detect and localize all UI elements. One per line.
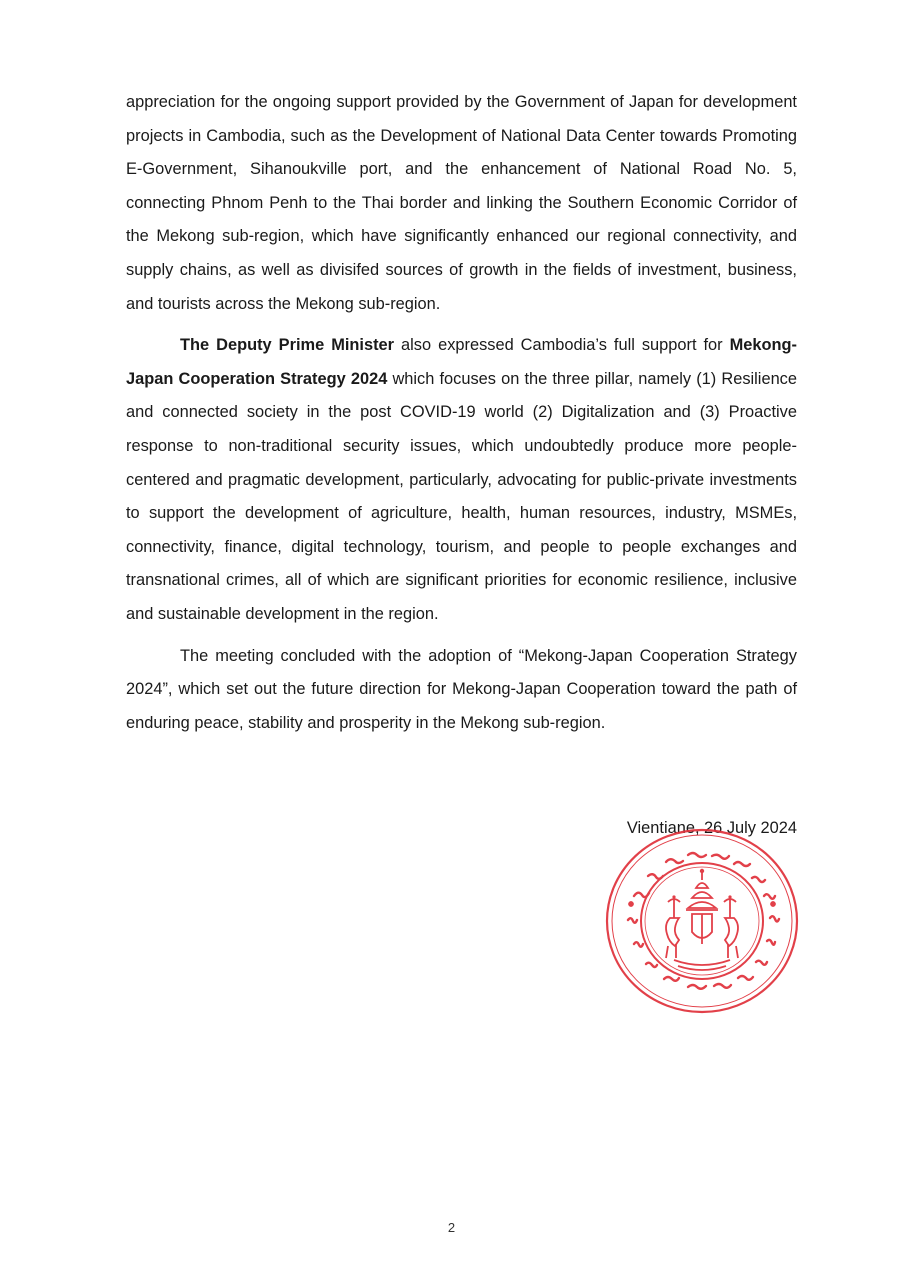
- paragraph-strategy-support: [126, 329, 797, 631]
- place-date: Vientiane, 26 July 2024: [626, 819, 797, 837]
- page-number-value: 2: [447, 1220, 456, 1235]
- strategy-title: Mekong-Japan Cooperation Strategy 2024: [126, 336, 798, 388]
- paragraph-2-text-a: also expressed Cambodia’s full support for: [394, 336, 730, 355]
- paragraph-3-text: The meeting concluded with the adoption of “Mekong-Japan Cooperation Strategy 2024”, which set out the future direction for Mekong-Japan Cooperation toward the path of enduring peace, stability and prosperity in the Mekong sub-region.: [126, 646, 797, 732]
- paragraph-1-text: appreciation for the ongoing support provided by the Government of Japan for development projects in Cambodia, such as the Development of National Data Center towards Promoting E-Government, Sihanoukville port, and the enhancement of National Road No. 5, connecting Phnom Penh to the Thai border and linking the Southern Economic Corridor of the Mekong sub-region, which have significantly enhanced our regional connectivity, and supply chains, as well as divisifed sources of growth in the fields of investment, business, and tourists across the Mekong sub-region.: [126, 93, 797, 313]
- paragraph-support-projects: [126, 86, 797, 321]
- paragraph-meeting-conclusion: [126, 640, 797, 741]
- deputy-prime-minister-label: The Deputy Prime Minister: [180, 336, 395, 355]
- document-body: [126, 86, 797, 740]
- page-number: [0, 1220, 903, 1235]
- paragraph-2-text-b: which focuses on the three pillar, namely (1) Resilience and connected society in the post COVID-19 world (2) Digitalization and (3) Proactive response to non-traditional security issues, which undoubtedly produce more people-centered and pragmatic development, particularly, advocating for public-private investments to support the development of agriculture, health, human resources, industry, MSMEs, connectivity, finance, digital technology, tourism, and people to people exchanges and transnational crimes, all of which are significant priorities for economic resilience, inclusive and sustainable development in the region.: [126, 369, 797, 623]
- official-seal-stamp: [604, 826, 800, 1016]
